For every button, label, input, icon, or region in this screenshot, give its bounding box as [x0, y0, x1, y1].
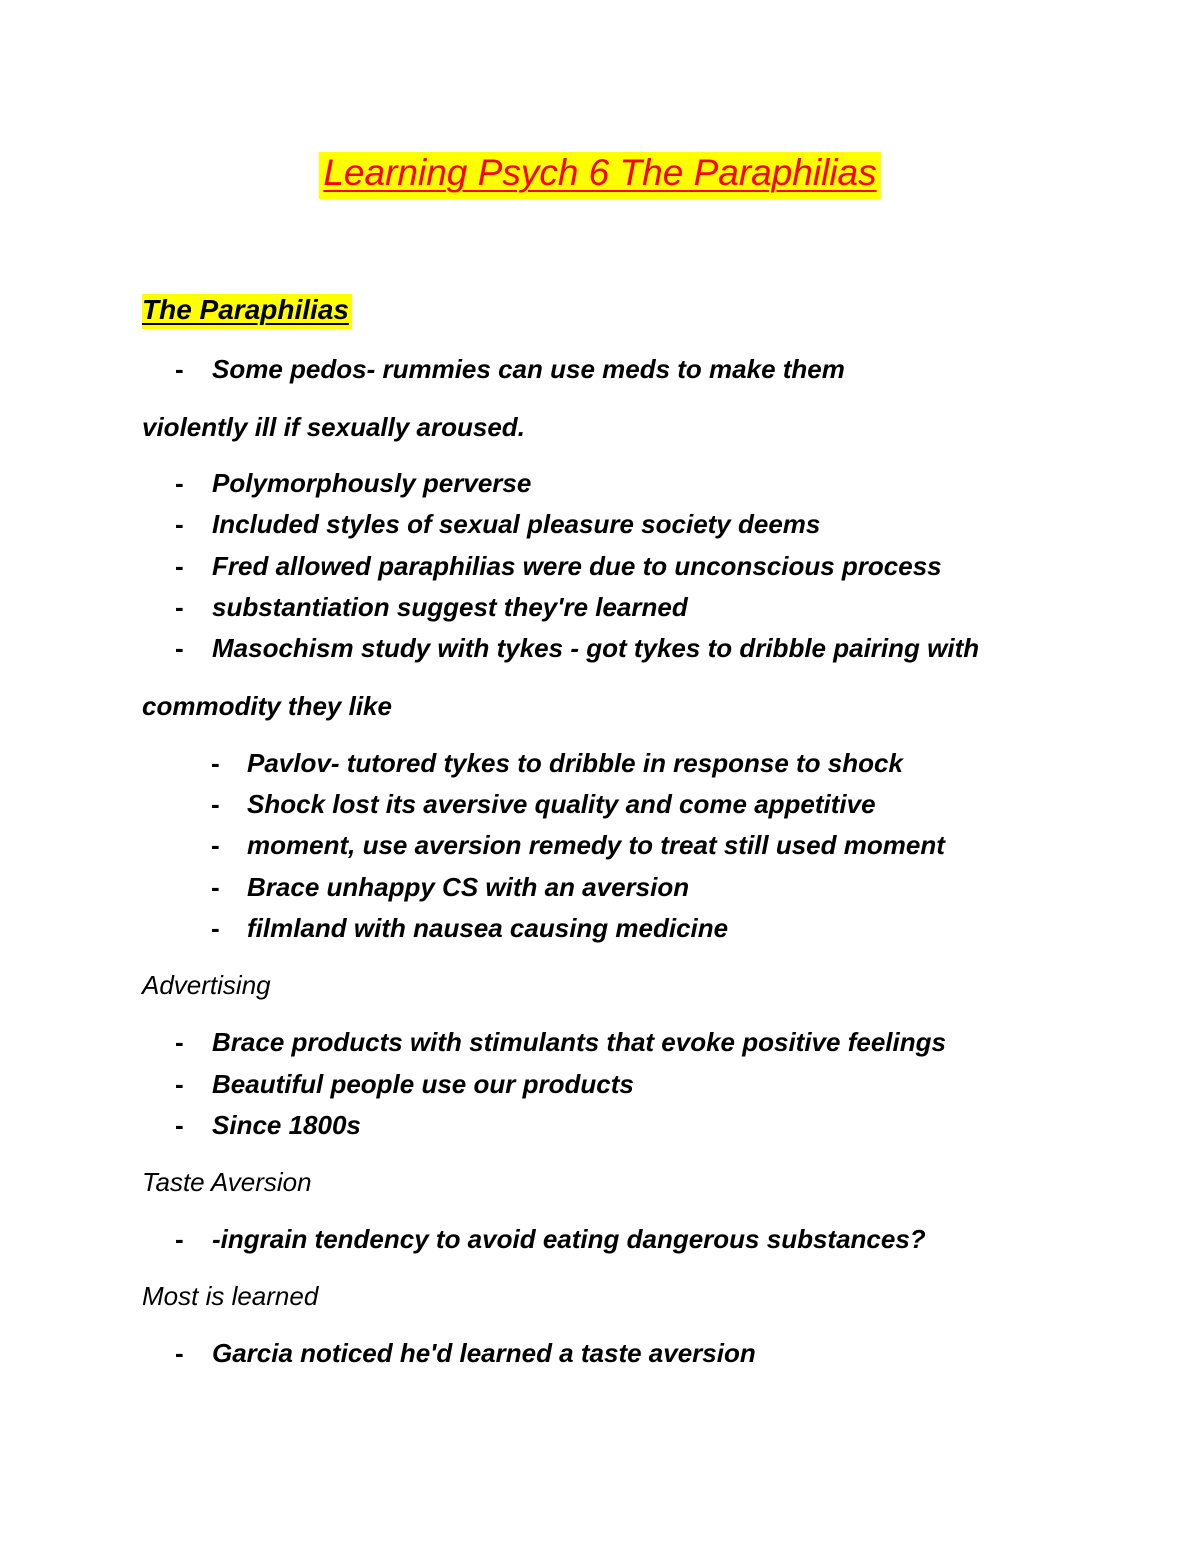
bullet-marker: -: [175, 354, 184, 384]
list-item-text: Fred allowed paraphilias were due to unconscious process: [212, 551, 942, 581]
section-heading-most-is-learned: Most is learned: [142, 1281, 319, 1311]
section-heading-paraphilias: [142, 290, 352, 330]
bullet-marker: -: [175, 592, 184, 622]
section-heading-taste-aversion: Taste Aversion: [142, 1167, 312, 1197]
bullet-marker: -: [211, 913, 220, 943]
list-item-text: Beautiful people use our products: [212, 1069, 634, 1099]
list-item-text: moment, use aversion remedy to treat still used moment: [247, 830, 945, 860]
bullet-marker: -: [211, 748, 220, 778]
continuation-line: violently ill if sexually aroused.: [142, 412, 525, 442]
list-item-text: substantiation suggest they're learned: [212, 592, 688, 622]
list-item-text: -ingrain tendency to avoid eating dangerous substances?: [212, 1224, 926, 1254]
continuation-line: commodity they like: [142, 691, 392, 721]
list-item-text: Some pedos- rummies can use meds to make them: [212, 354, 845, 384]
bullet-marker: -: [175, 509, 184, 539]
bullet-marker: -: [175, 1110, 184, 1140]
list-item-text: Brace products with stimulants that evoke positive feelings: [212, 1027, 946, 1057]
bullet-marker: -: [175, 1069, 184, 1099]
document-title-text: Learning Psych 6 The Paraphilias: [319, 152, 880, 199]
list-item-text: Pavlov- tutored tykes to dribble in response to shock: [247, 748, 903, 778]
list-item-text: Since 1800s: [212, 1110, 361, 1140]
bullet-marker: -: [211, 830, 220, 860]
list-item-text: Garcia noticed he'd learned a taste aversion: [212, 1338, 756, 1368]
list-item-text: Brace unhappy CS with an aversion: [247, 872, 690, 902]
bullet-marker: -: [211, 872, 220, 902]
bullet-marker: -: [175, 1224, 184, 1254]
document-title: [0, 146, 1200, 200]
bullet-marker: -: [175, 1338, 184, 1368]
list-item-text: Included styles of sexual pleasure society deems: [212, 509, 821, 539]
bullet-marker: -: [175, 633, 184, 663]
list-item-text: Masochism study with tykes - got tykes to dribble pairing with: [212, 633, 980, 663]
bullet-marker: -: [175, 468, 184, 498]
section-heading-text: The Paraphilias: [142, 294, 352, 329]
bullet-marker: -: [211, 789, 220, 819]
section-heading-advertising: Advertising: [142, 970, 271, 1000]
bullet-marker: -: [175, 1027, 184, 1057]
list-item-text: Shock lost its aversive quality and come appetitive: [247, 789, 876, 819]
list-item-text: Polymorphously perverse: [212, 468, 532, 498]
bullet-marker: -: [175, 551, 184, 581]
list-item-text: filmland with nausea causing medicine: [247, 913, 729, 943]
